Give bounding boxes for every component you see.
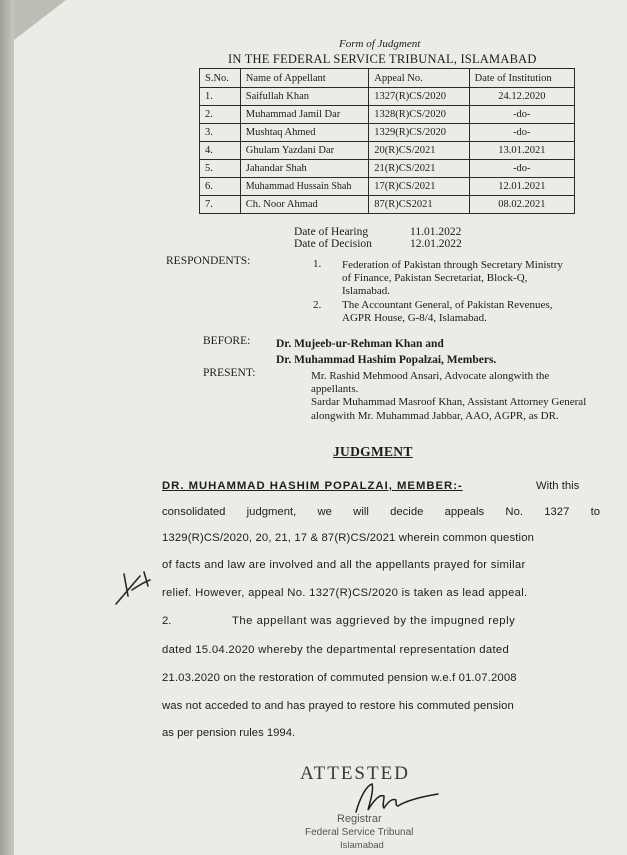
decision-date-value: 12.01.2022 xyxy=(410,238,462,250)
cell-appeal: 87(R)CS2021 xyxy=(369,196,469,214)
table-row xyxy=(200,88,575,106)
tribunal-city: Islamabad xyxy=(340,840,384,851)
hearing-date-label: Date of Hearing xyxy=(294,226,369,238)
para1-line4: of facts and law are involved and all the appellants prayed for similar xyxy=(162,559,526,571)
member-heading-text: DR. MUHAMMAD HASHIM POPALZAI, MEMBER:- xyxy=(162,480,463,492)
para2-line3: 21.03.2020 on the restoration of commuted pension w.e.f 01.07.2008 xyxy=(162,672,517,684)
page-edge-shadow xyxy=(0,0,14,855)
attested-stamp: ATTESTED xyxy=(300,763,410,784)
cell-date: -do- xyxy=(469,106,574,124)
cell-name: Jahandar Shah xyxy=(240,160,369,178)
cell-name: Mushtaq Ahmed xyxy=(240,124,369,142)
table-row xyxy=(200,142,575,160)
word: decide xyxy=(390,506,424,518)
registrar-signature-icon xyxy=(348,778,444,818)
para1-line5: relief. However, appeal No. 1327(R)CS/2020 is taken as lead appeal. xyxy=(162,587,528,599)
cell-date: 08.02.2021 xyxy=(469,196,574,214)
present-parties xyxy=(311,370,596,423)
para2-number: 2. xyxy=(162,615,172,627)
hearing-date-line xyxy=(294,226,462,238)
present-appellant-counsel: Mr. Rashid Mehmood Ansari, Advocate alongwith the appellants. xyxy=(311,370,550,396)
tribunal-name: Federal Service Tribunal xyxy=(305,827,414,838)
cell-sno: 1. xyxy=(200,88,241,106)
para2-line2: dated 15.04.2020 whereby the departmental representation dated xyxy=(162,644,510,656)
cell-date: -do- xyxy=(469,124,574,142)
respondent-number: 2. xyxy=(313,299,322,311)
respondent-1-text: Federation of Pakistan through Secretary Ministry of Finance, Pakistan Secretariat, Block-Q, Islamabad. xyxy=(342,259,563,297)
table-row xyxy=(200,178,575,196)
cell-name: Muhammad Jamil Dar xyxy=(240,106,369,124)
cell-appeal: 21(R)CS/2021 xyxy=(369,160,469,178)
word: we xyxy=(317,506,332,518)
cell-sno: 7. xyxy=(200,196,241,214)
table-row xyxy=(200,124,575,142)
decision-date-label: Date of Decision xyxy=(294,238,372,250)
court-title: IN THE FEDERAL SERVICE TRIBUNAL, ISLAMABAD xyxy=(228,52,537,66)
column-header-date: Date of Institution xyxy=(469,69,574,88)
table-row xyxy=(200,160,575,178)
table-row xyxy=(200,196,575,214)
table-row xyxy=(200,106,575,124)
para1-line3: 1329(R)CS/2020, 20, 21, 17 & 87(R)CS/2021 wherein common question xyxy=(162,532,535,544)
cell-sno: 3. xyxy=(200,124,241,142)
word: consolidated xyxy=(162,506,226,518)
before-label: BEFORE: xyxy=(203,335,251,347)
cell-appeal: 20(R)CS/2021 xyxy=(369,142,469,160)
bench-member-2: Dr. Muhammad Hashim Popalzai, Members. xyxy=(276,354,497,366)
cell-name: Saifullah Khan xyxy=(240,88,369,106)
cell-appeal: 1328(R)CS/2020 xyxy=(369,106,469,124)
cell-date: 13.01.2021 xyxy=(469,142,574,160)
column-header-sno: S.No. xyxy=(200,69,241,88)
cell-date: 24.12.2020 xyxy=(469,88,574,106)
initials-signature-icon xyxy=(110,568,162,608)
para2-line1: The appellant was aggrieved by the impugned reply xyxy=(232,615,516,627)
cell-appeal: 1329(R)CS/2020 xyxy=(369,124,469,142)
para1-line1-tail: With this xyxy=(536,480,580,492)
registrar-title: Registrar xyxy=(337,813,382,825)
cell-date: 12.01.2021 xyxy=(469,178,574,196)
word: 1327 xyxy=(544,506,570,518)
cell-sno: 2. xyxy=(200,106,241,124)
respondent-number: 1. xyxy=(313,258,322,270)
bench-members xyxy=(276,336,496,368)
word: No. xyxy=(505,506,523,518)
present-respondent-counsel: Sardar Muhammad Masroof Khan, Assistant Attorney General alongwith Mr. Muhammad Jabbar, AAO, AGPR, as DR. xyxy=(311,396,587,422)
respondents-label: RESPONDENTS: xyxy=(166,255,251,267)
para2-line4: was not acceded to and has prayed to restore his commuted pension xyxy=(162,700,514,712)
cell-sno: 4. xyxy=(200,142,241,160)
respondent-2-text: The Accountant General, of Pakistan Revenues, AGPR House, G-8/4, Islamabad. xyxy=(342,299,553,324)
decision-date-line xyxy=(294,238,462,250)
word: appeals xyxy=(444,506,485,518)
word: will xyxy=(353,506,369,518)
cell-sno: 5. xyxy=(200,160,241,178)
cell-name: Muhammad Hussain Shah xyxy=(240,178,369,196)
judgment-heading: JUDGMENT xyxy=(333,444,413,459)
member-heading xyxy=(162,480,463,492)
cell-appeal: 1327(R)CS/2020 xyxy=(369,88,469,106)
para1-line2 xyxy=(162,506,600,518)
form-title: Form of Judgment xyxy=(339,38,421,50)
para2-line5: as per pension rules 1994. xyxy=(162,727,296,739)
cell-appeal: 17(R)CS/2021 xyxy=(369,178,469,196)
cell-date: -do- xyxy=(469,160,574,178)
cell-sno: 6. xyxy=(200,178,241,196)
column-header-appeal: Appeal No. xyxy=(369,69,469,88)
word: judgment, xyxy=(246,506,297,518)
present-label: PRESENT: xyxy=(203,367,256,379)
bench-member-1: Dr. Mujeeb-ur-Rehman Khan and xyxy=(276,338,444,350)
word: to xyxy=(590,506,600,518)
cell-name: Ch. Noor Ahmad xyxy=(240,196,369,214)
table-header-row xyxy=(200,69,575,88)
cell-name: Ghulam Yazdani Dar xyxy=(240,142,369,160)
column-header-name: Name of Appellant xyxy=(240,69,369,88)
hearing-date-value: 11.01.2022 xyxy=(410,226,462,238)
appellants-table xyxy=(199,68,575,214)
